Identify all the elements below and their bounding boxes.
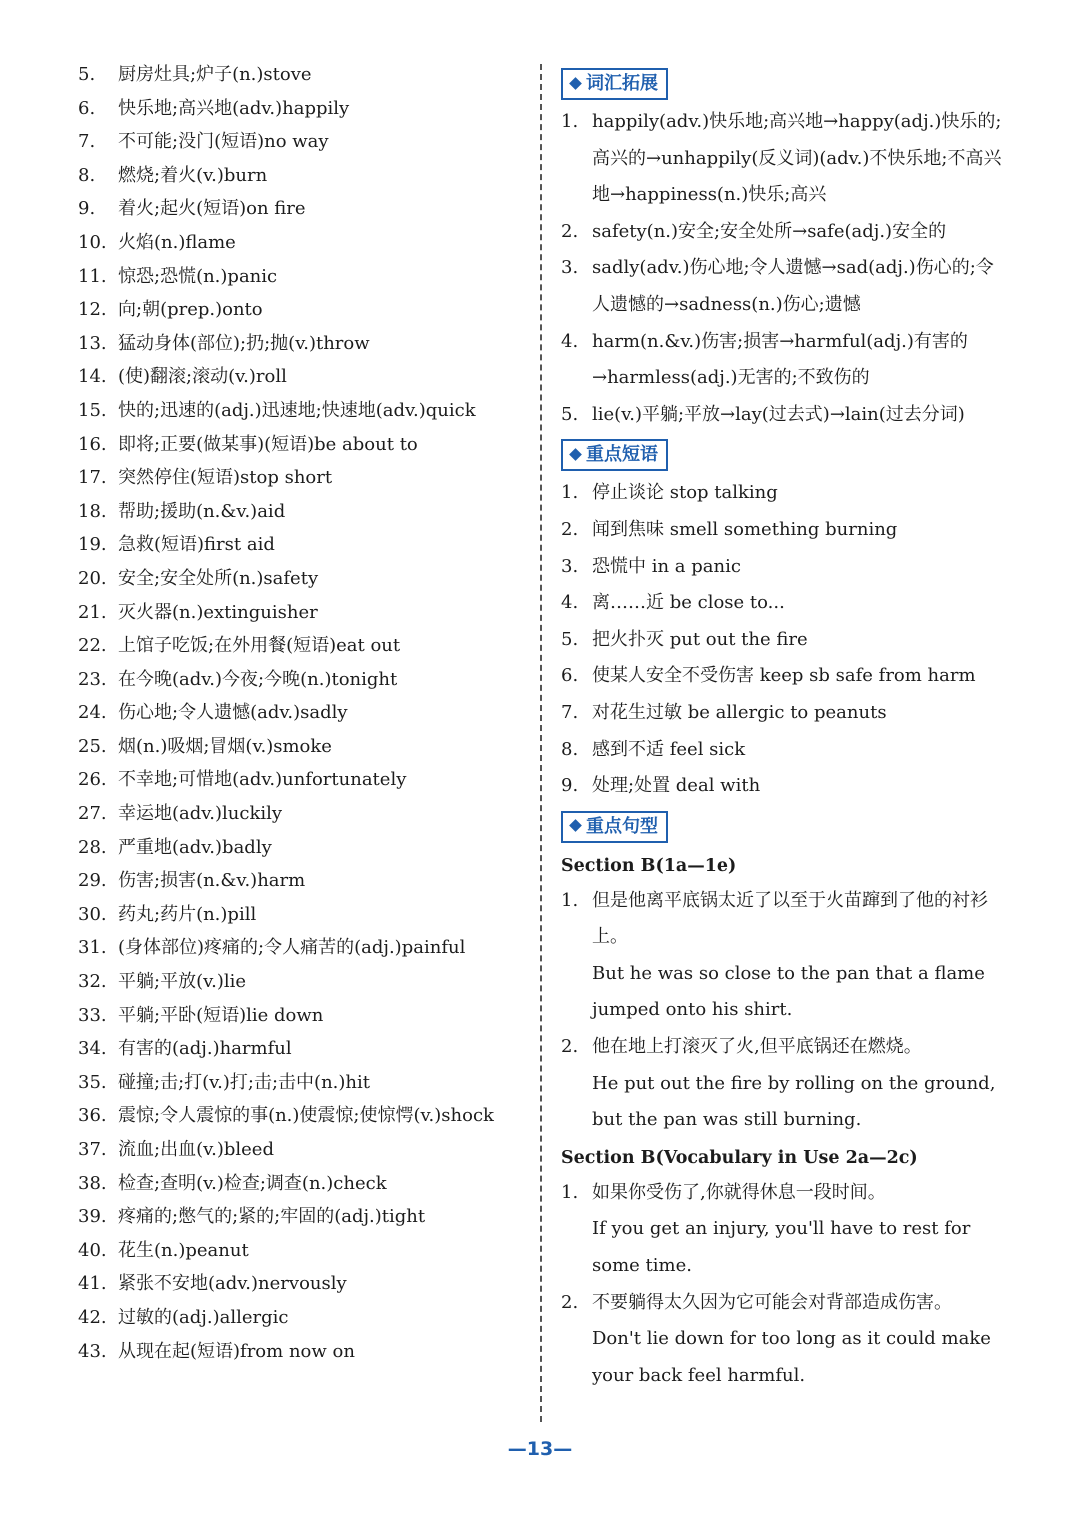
item-text: 燃烧;着火(v.)burn bbox=[118, 164, 268, 186]
item-text: 向;朝(prep.)onto bbox=[118, 299, 263, 321]
item-text: 药丸;药片(n.)pill bbox=[118, 903, 257, 925]
item-number: 9. bbox=[561, 775, 579, 797]
vocab-expansion-list bbox=[561, 104, 1003, 433]
sentence-english: If you get an injury, you'll have to rest for some time. bbox=[592, 1218, 971, 1277]
item-text: (使)翻滚;滚动(v.)roll bbox=[118, 366, 287, 388]
vocab-item bbox=[78, 797, 528, 831]
item-text: 从现在起(短语)from now on bbox=[118, 1340, 355, 1362]
item-text: 猛动身体(部位);扔;抛(v.)throw bbox=[118, 332, 370, 354]
item-number: 8. bbox=[561, 738, 579, 760]
item-number: 3. bbox=[561, 257, 579, 279]
vocab-item bbox=[78, 528, 528, 562]
vocab-item bbox=[78, 999, 528, 1033]
section-heading: Section B(1a—1e) bbox=[561, 855, 737, 876]
vocab-item bbox=[78, 226, 528, 260]
section-heading: Section B(Vocabulary in Use 2a—2c) bbox=[561, 1147, 918, 1168]
item-text: 对花生过敏 be allergic to peanuts bbox=[592, 701, 887, 723]
item-number: 10. bbox=[78, 231, 107, 253]
vocab-item bbox=[78, 159, 528, 193]
item-number: 4. bbox=[561, 330, 579, 352]
item-text: (身体部位)疼痛的;令人痛苦的(adj.)painful bbox=[118, 937, 466, 959]
item-text: 幸运地(adv.)luckily bbox=[118, 803, 283, 825]
sentence-chinese: 他在地上打滚灭了火,但平底锅还在燃烧。 bbox=[592, 1036, 922, 1058]
item-text: 安全;安全处所(n.)safety bbox=[118, 567, 319, 589]
item-number: 7. bbox=[561, 701, 579, 723]
item-number: 8. bbox=[78, 164, 96, 186]
list-item bbox=[561, 732, 1003, 769]
list-item bbox=[561, 695, 1003, 732]
item-text: 使某人安全不受伤害 keep sb safe from harm bbox=[592, 665, 976, 687]
vocab-item bbox=[78, 864, 528, 898]
item-number: 37. bbox=[78, 1139, 107, 1160]
item-text: 烟(n.)吸烟;冒烟(v.)smoke bbox=[118, 735, 332, 757]
vocab-expansion-title: 词汇拓展 bbox=[586, 73, 658, 94]
item-text: 火焰(n.)flame bbox=[118, 231, 236, 253]
item-number: 2. bbox=[561, 220, 579, 242]
list-item bbox=[561, 475, 1003, 512]
sentence-item bbox=[561, 1285, 1003, 1395]
vocab-item bbox=[78, 260, 528, 294]
item-text: 平躺;平卧(短语)lie down bbox=[118, 1004, 324, 1026]
vocab-item bbox=[78, 495, 528, 529]
list-item bbox=[561, 214, 1003, 251]
item-text: 不可能;没门(短语)no way bbox=[118, 131, 329, 153]
item-number: 4. bbox=[561, 592, 579, 614]
item-text: 伤害;损害(n.&v.)harm bbox=[118, 870, 306, 892]
item-text: 花生(n.)peanut bbox=[118, 1239, 249, 1261]
vocab-item bbox=[78, 461, 528, 495]
item-text: 闻到焦味 smell something burning bbox=[592, 518, 898, 540]
sentence-section bbox=[561, 1141, 1003, 1395]
item-text: 突然停住(短语)stop short bbox=[118, 467, 333, 489]
item-text: 紧张不安地(adv.)nervously bbox=[118, 1273, 347, 1295]
vocab-item bbox=[78, 1335, 528, 1369]
sentence-chinese: 不要躺得太久因为它可能会对背部造成伤害。 bbox=[592, 1291, 952, 1313]
item-text: 在今晚(adv.)今夜;今晚(n.)tonight bbox=[118, 668, 398, 690]
vocab-item bbox=[78, 428, 528, 462]
vocab-item bbox=[78, 831, 528, 865]
item-number: 38. bbox=[78, 1172, 107, 1194]
sentence-item bbox=[561, 883, 1003, 1029]
item-text: 惊恐;恐慌(n.)panic bbox=[118, 265, 278, 287]
vocab-item bbox=[78, 92, 528, 126]
list-item bbox=[561, 585, 1003, 622]
list-item bbox=[561, 324, 1003, 397]
item-text: 帮助;援助(n.&v.)aid bbox=[118, 500, 286, 522]
item-text: 上馆子吃饭;在外用餐(短语)eat out bbox=[118, 635, 401, 657]
item-text: 平躺;平放(v.)lie bbox=[118, 971, 247, 993]
diamond-icon bbox=[569, 448, 582, 461]
item-number: 12. bbox=[78, 299, 107, 321]
vocab-item bbox=[78, 1301, 528, 1335]
item-text: 疼痛的;憋气的;紧的;牢固的(adj.)tight bbox=[118, 1206, 426, 1228]
item-number: 6. bbox=[78, 97, 96, 119]
key-phrases-list bbox=[561, 475, 1003, 804]
vocab-item bbox=[78, 931, 528, 965]
vocab-item bbox=[78, 1200, 528, 1234]
item-text: 震惊;令人震惊的事(n.)使震惊;使惊愕(v.)shock bbox=[118, 1105, 494, 1127]
item-number: 28. bbox=[78, 836, 107, 858]
item-number: 2. bbox=[561, 1291, 579, 1313]
item-number: 1. bbox=[561, 482, 579, 504]
item-text: 急救(短语)first aid bbox=[118, 534, 275, 556]
page-number: —13— bbox=[507, 1438, 573, 1460]
item-text: 恐慌中 in a panic bbox=[592, 555, 741, 577]
item-text: 处理;处置 deal with bbox=[592, 775, 761, 797]
item-number: 30. bbox=[78, 903, 107, 925]
item-text: lie(v.)平躺;平放→lay(过去式)→lain(过去分词) bbox=[592, 403, 965, 425]
list-item bbox=[561, 397, 1003, 434]
vocab-item bbox=[78, 360, 528, 394]
item-number: 18. bbox=[78, 500, 107, 522]
item-number: 20. bbox=[78, 567, 107, 589]
item-number: 9. bbox=[78, 198, 96, 220]
item-text: 不幸地;可惜地(adv.)unfortunately bbox=[118, 769, 407, 791]
sentence-english: But he was so close to the pan that a flame jumped onto his shirt. bbox=[592, 962, 985, 1021]
vocab-item bbox=[78, 1099, 528, 1133]
vocab-item bbox=[78, 1032, 528, 1066]
sentence-section bbox=[561, 849, 1003, 1139]
item-text: 感到不适 feel sick bbox=[592, 738, 746, 760]
item-number: 29. bbox=[78, 870, 107, 892]
list-item bbox=[561, 104, 1003, 214]
sentence-chinese: 但是他离平底锅太近了以至于火苗蹿到了他的衬衫上。 bbox=[592, 889, 988, 948]
item-text: 即将;正要(做某事)(短语)be about to bbox=[118, 433, 418, 455]
diamond-icon bbox=[569, 77, 582, 90]
vocab-item bbox=[78, 1066, 528, 1100]
item-number: 22. bbox=[78, 635, 107, 657]
item-text: 流血;出血(v.)bleed bbox=[118, 1139, 274, 1160]
item-number: 5. bbox=[561, 403, 579, 425]
vocab-item bbox=[78, 763, 528, 797]
item-number: 3. bbox=[561, 555, 579, 577]
item-number: 5. bbox=[78, 64, 96, 85]
item-number: 41. bbox=[78, 1273, 107, 1295]
vocab-item bbox=[78, 730, 528, 764]
sentence-chinese: 如果你受伤了,你就得休息一段时间。 bbox=[592, 1181, 886, 1203]
item-number: 21. bbox=[78, 601, 107, 623]
item-number: 35. bbox=[78, 1071, 107, 1093]
vocab-item bbox=[78, 394, 528, 428]
item-number: 23. bbox=[78, 668, 107, 690]
list-item bbox=[561, 658, 1003, 695]
vocab-item bbox=[78, 696, 528, 730]
key-phrases-header bbox=[561, 439, 668, 471]
vocab-item bbox=[78, 125, 528, 159]
item-number: 1. bbox=[561, 889, 579, 911]
sentence-english: Don't lie down for too long as it could make your back feel harmful. bbox=[592, 1328, 991, 1386]
vocab-item bbox=[78, 192, 528, 226]
diamond-icon bbox=[569, 819, 582, 832]
item-number: 13. bbox=[78, 332, 107, 354]
item-number: 1. bbox=[561, 1181, 579, 1203]
item-number: 14. bbox=[78, 366, 107, 388]
item-text: 把火扑灭 put out the fire bbox=[592, 628, 808, 650]
item-number: 19. bbox=[78, 534, 107, 556]
item-number: 43. bbox=[78, 1340, 107, 1362]
vocab-item bbox=[78, 58, 528, 92]
key-phrases-title: 重点短语 bbox=[586, 444, 658, 466]
item-number: 34. bbox=[78, 1038, 107, 1060]
sentence-item bbox=[561, 1175, 1003, 1285]
vocab-item bbox=[78, 663, 528, 697]
item-number: 16. bbox=[78, 433, 107, 455]
vocab-item bbox=[78, 1234, 528, 1268]
item-text: happily(adv.)快乐地;高兴地→happy(adj.)快乐的;高兴的→unhappily(反义词)(adv.)不快乐地;不高兴地→happiness(n.)快乐;高兴 bbox=[592, 111, 1002, 206]
vocab-expansion-header bbox=[561, 68, 668, 100]
key-sentences-title: 重点句型 bbox=[586, 815, 658, 837]
item-number: 36. bbox=[78, 1105, 107, 1127]
item-text: 停止谈论 stop talking bbox=[592, 482, 778, 504]
item-number: 39. bbox=[78, 1206, 107, 1228]
item-number: 42. bbox=[78, 1306, 107, 1328]
vocab-item bbox=[78, 293, 528, 327]
sentence-item bbox=[561, 1029, 1003, 1139]
vocab-item bbox=[78, 965, 528, 999]
vocab-item bbox=[78, 1167, 528, 1201]
item-number: 2. bbox=[561, 1036, 579, 1058]
item-number: 17. bbox=[78, 467, 107, 489]
item-number: 27. bbox=[78, 803, 107, 825]
item-text: 厨房灶具;炉子(n.)stove bbox=[118, 64, 312, 85]
vocab-item bbox=[78, 596, 528, 630]
item-text: 快乐地;高兴地(adv.)happily bbox=[118, 97, 350, 119]
vocab-item bbox=[78, 629, 528, 663]
key-sentences-header bbox=[561, 811, 668, 843]
column-divider bbox=[540, 64, 542, 1422]
vocab-item bbox=[78, 898, 528, 932]
item-text: 离……近 be close to... bbox=[592, 592, 785, 614]
item-number: 2. bbox=[561, 518, 579, 540]
list-item bbox=[561, 622, 1003, 659]
vocab-item bbox=[78, 327, 528, 361]
item-text: harm(n.&v.)伤害;损害→harmful(adj.)有害的→harmless(adj.)无害的;不致伤的 bbox=[592, 330, 968, 389]
item-text: 严重地(adv.)badly bbox=[118, 836, 272, 858]
vocab-item bbox=[78, 562, 528, 596]
vocabulary-list bbox=[78, 58, 528, 1368]
item-number: 25. bbox=[78, 735, 107, 757]
item-number: 26. bbox=[78, 769, 107, 791]
item-number: 40. bbox=[78, 1239, 107, 1261]
item-text: 着火;起火(短语)on fire bbox=[118, 198, 306, 220]
item-number: 31. bbox=[78, 937, 107, 959]
item-number: 1. bbox=[561, 111, 579, 132]
item-number: 7. bbox=[78, 131, 96, 153]
item-number: 33. bbox=[78, 1004, 107, 1026]
item-text: 快的;迅速的(adj.)迅速地;快速地(adv.)quick bbox=[118, 399, 476, 421]
item-text: sadly(adv.)伤心地;令人遗憾→sad(adj.)伤心的;令人遗憾的→sadness(n.)伤心;遗憾 bbox=[592, 257, 994, 315]
sentence-english: He put out the fire by rolling on the ground, but the pan was still burning. bbox=[592, 1072, 996, 1131]
vocab-item bbox=[78, 1133, 528, 1167]
item-text: 伤心地;令人遗憾(adv.)sadly bbox=[118, 702, 348, 724]
item-text: 灭火器(n.)extinguisher bbox=[118, 601, 318, 623]
item-number: 15. bbox=[78, 399, 107, 421]
list-item bbox=[561, 549, 1003, 586]
item-number: 5. bbox=[561, 628, 579, 650]
item-text: 检查;查明(v.)检查;调查(n.)check bbox=[118, 1172, 387, 1194]
right-column bbox=[561, 62, 1003, 1394]
vocab-item bbox=[78, 1267, 528, 1301]
item-number: 24. bbox=[78, 702, 107, 724]
item-text: 碰撞;击;打(v.)打;击;击中(n.)hit bbox=[118, 1071, 370, 1093]
item-number: 6. bbox=[561, 665, 579, 687]
item-text: 有害的(adj.)harmful bbox=[118, 1038, 292, 1060]
item-text: 过敏的(adj.)allergic bbox=[118, 1306, 289, 1328]
list-item bbox=[561, 768, 1003, 805]
list-item bbox=[561, 250, 1003, 323]
item-number: 32. bbox=[78, 971, 107, 993]
list-item bbox=[561, 512, 1003, 549]
item-text: safety(n.)安全;安全处所→safe(adj.)安全的 bbox=[592, 220, 947, 242]
item-number: 11. bbox=[78, 265, 107, 287]
